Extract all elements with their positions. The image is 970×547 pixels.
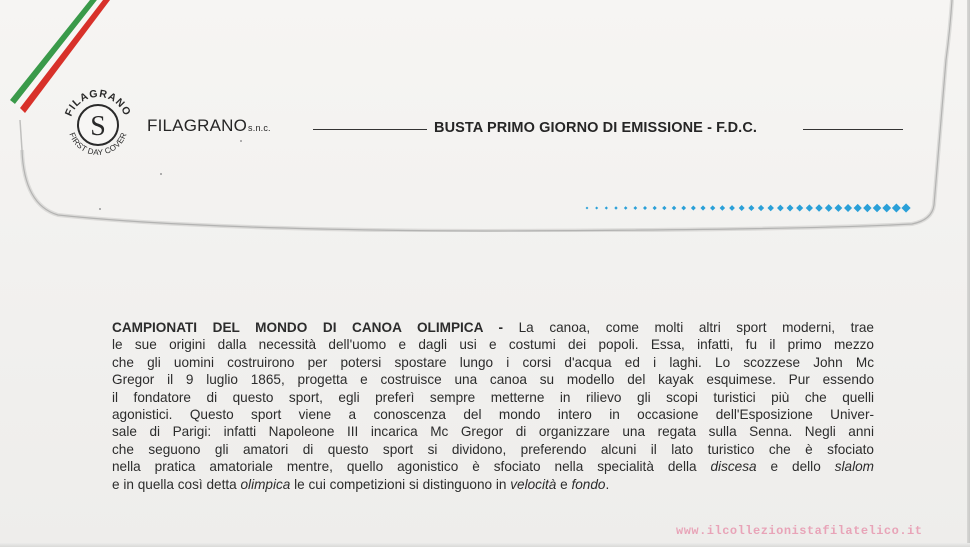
blue-dot-border xyxy=(584,200,924,221)
fdc-title: BUSTA PRIMO GIORNO DI EMISSIONE - F.D.C. xyxy=(434,120,758,136)
text-line xyxy=(112,476,874,493)
blue-dot xyxy=(873,204,882,213)
blue-dot xyxy=(815,204,822,211)
text-line: le sue origini dalla necessità dell'uomo e dagli usi e costumi dei popoli. Essa, infatti, fu il primo mezzo xyxy=(112,337,874,353)
blue-dot xyxy=(672,206,677,211)
blue-dot xyxy=(806,204,813,211)
blue-dot xyxy=(787,205,794,212)
text-fragment: e in quella così detta xyxy=(112,476,241,492)
paper-speck xyxy=(160,173,162,175)
header-rule-left xyxy=(313,129,427,130)
italic-term: slalom xyxy=(834,459,874,475)
italic-term: olimpica xyxy=(240,476,291,492)
blue-dot xyxy=(892,204,901,213)
brand-suffix: s.n.c. xyxy=(248,123,271,133)
blue-dot xyxy=(729,205,735,211)
section-heading: CAMPIONATI DEL MONDO DI CANOA OLIMPICA - xyxy=(112,320,504,335)
blue-dot xyxy=(739,205,745,211)
text-line xyxy=(112,319,874,336)
italic-term: velocità xyxy=(510,476,557,492)
blue-dot xyxy=(662,206,666,210)
blue-dot xyxy=(767,205,773,211)
italic-term: fondo xyxy=(571,476,606,492)
blue-dot xyxy=(624,206,628,210)
paper-speck xyxy=(99,208,101,210)
logo-top-text: FILAGRANO xyxy=(62,87,134,119)
text-fragment: le cui competizioni si distinguono in xyxy=(290,476,511,492)
text-line: Gregor il 9 luglio 1865, progetta e costruisce una canoa su modello del kayak esquimese. Pur essendo xyxy=(112,372,874,388)
envelope-bottom-edge xyxy=(0,543,970,547)
text-line: sale di Parigi: infatti Napoleone III incarica Mc Gregor di organizzare una regata sulla Senna. Negli anni xyxy=(112,424,874,440)
text-fragment: . xyxy=(605,476,610,492)
text-line xyxy=(112,458,874,475)
blue-dot xyxy=(586,207,589,210)
blue-dot xyxy=(748,205,754,211)
text-line: agonistici. Questo sport viene a conoscenza del mondo intero in occasione dell'Esposizione Univer- xyxy=(112,407,874,423)
text-line: che seguono gli amatori di questo sport si dividono, preferendo alcuni il lato turistico che è sfociato xyxy=(112,441,874,457)
blue-dot xyxy=(825,204,833,212)
blue-dot xyxy=(854,204,862,212)
blue-dot xyxy=(796,204,803,211)
blue-dot xyxy=(691,206,696,211)
blue-dot xyxy=(710,205,715,210)
text-line: il fondatore di questo sport, egli preferì sempre metterne in rilievo gli scopi turistici più che quelli xyxy=(112,389,874,405)
blue-dot xyxy=(901,203,910,212)
blue-dot xyxy=(882,204,891,213)
logo-center-letter: S xyxy=(90,111,106,142)
header-rule-right xyxy=(803,129,903,130)
blue-dot xyxy=(863,204,871,212)
blue-dot xyxy=(758,205,764,211)
text-fragment: e dello xyxy=(756,459,835,475)
logo-bottom-text: FIRST DAY COVER xyxy=(67,131,129,158)
website-watermark: www.ilcollezionistafilatelico.it xyxy=(676,524,923,538)
blue-dot xyxy=(834,204,842,212)
text-line: che gli uomini costruirono per potersi spostare lungo i corsi d'acqua ed i laghi. Lo scozzese John Mc xyxy=(112,354,874,370)
blue-dot xyxy=(777,205,784,212)
brand-label: FILAGRANO xyxy=(147,116,248,135)
blue-dot xyxy=(653,206,657,210)
blue-dot xyxy=(643,206,647,210)
blue-dot xyxy=(720,205,726,211)
text-fragment: nella pratica amatoriale mentre, quello agonistico è sfociato nella specialità della xyxy=(112,459,711,475)
blue-dot xyxy=(681,206,686,211)
text-fragment: La canoa, come molti altri sport moderni, trae xyxy=(503,320,874,335)
blue-dot xyxy=(633,206,637,210)
blue-dot xyxy=(700,205,705,210)
body-text xyxy=(112,319,874,493)
filagrano-seal-icon xyxy=(60,87,136,163)
blue-dot xyxy=(614,206,617,209)
text-fragment: e xyxy=(556,476,572,492)
paper-speck xyxy=(240,140,242,142)
italic-term: discesa xyxy=(710,459,757,475)
brand-name xyxy=(147,116,271,136)
envelope-flap xyxy=(0,0,970,232)
blue-dot xyxy=(595,206,598,209)
blue-dot xyxy=(844,204,852,212)
blue-dot xyxy=(605,206,608,209)
